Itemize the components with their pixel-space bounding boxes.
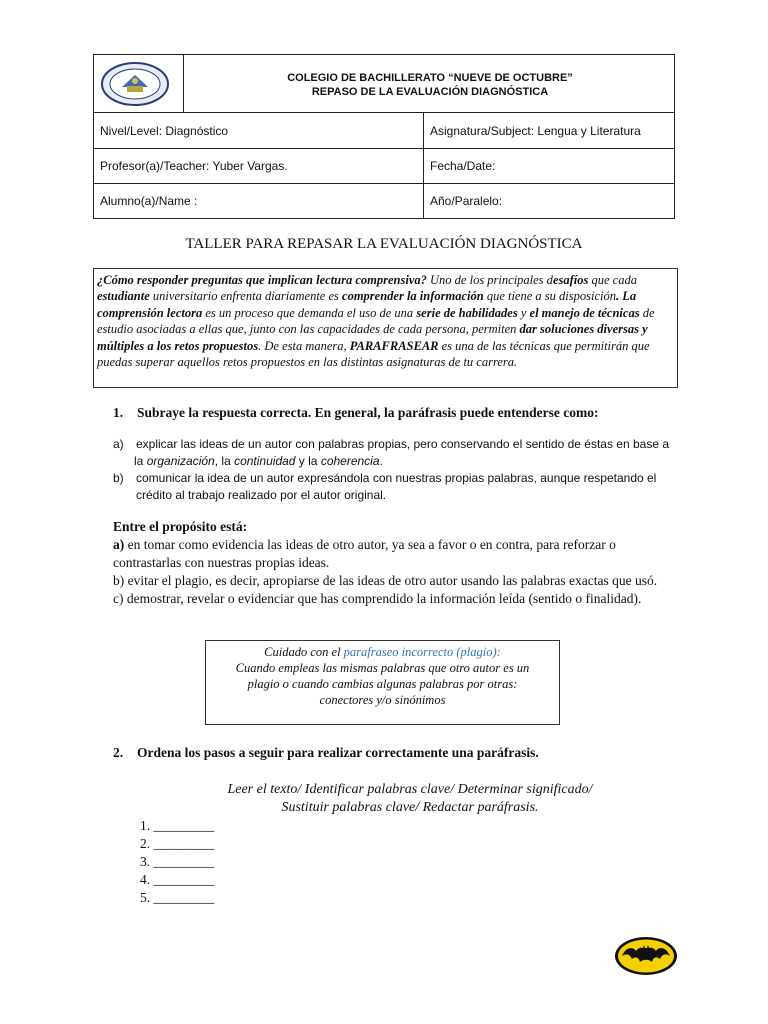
row-divider (94, 148, 674, 149)
steps-hint-line-2: Sustituir palabras clave/ Redactar paráfrasis. (281, 800, 539, 815)
steps-hint (0, 781, 768, 817)
logo-divider (183, 55, 184, 112)
intro-bold: estudiante (97, 289, 150, 304)
warning-line-2: Cuando empleas las mismas palabras que otro autor es un (235, 661, 530, 675)
intro-text: de estudio asociadas a ellas que, junto con las capacidades de cada persona, permiten (97, 305, 655, 337)
step-blank-5[interactable]: 5. _________ (140, 890, 215, 905)
purpose-b: b) evitar el plagio, es decir, apropiarse de las ideas de otro autor usando las palabras exactas que usó. (113, 573, 658, 588)
intro-text: que cada (588, 273, 637, 287)
intro-text: universitario enfrenta diariamente es (149, 289, 343, 304)
option-a-label[interactable]: a) (113, 437, 124, 451)
step-blank-2[interactable]: 2. _________ (140, 836, 215, 851)
intro-text: Uno de los principales d (426, 273, 553, 287)
question-2-text: Ordena los pasos a seguir para realizar correctamente una paráfrasis. (137, 745, 539, 760)
purpose-a (113, 536, 683, 572)
intro-text: y (517, 305, 530, 320)
step-blank-1[interactable]: 1. _________ (140, 818, 215, 833)
intro-bold: . La comprensión lectora (97, 289, 637, 320)
step-blank-4[interactable]: 4. _________ (140, 872, 215, 887)
date-field[interactable]: Fecha/Date: (430, 159, 496, 173)
row-divider (94, 183, 674, 184)
warning-line-1 (206, 644, 559, 660)
plagiarism-warning-box (205, 640, 560, 725)
intro-bold: esafíos (552, 273, 589, 287)
student-name-field[interactable]: Alumno(a)/Name : (100, 194, 198, 208)
page-title: TALLER PARA REPASAR LA EVALUACIÓN DIAGNÓSTICA (185, 236, 583, 252)
intro-text: . De esta manera, (258, 338, 350, 353)
teacher-field: Profesor(a)/Teacher: Yuber Vargas. (100, 159, 288, 173)
purpose-a-text: en tomar como evidencia las ideas de otro autor, ya sea a favor o en contra, para reforzar o contrastarlas con nuestras propias ideas. (113, 537, 616, 570)
option-b-text[interactable]: comunicar la idea de un autor expresándola con nuestras propias palabras, aunque respetando el (136, 471, 657, 485)
intro-text: que tiene a su disposición (483, 289, 616, 304)
intro-bold: PARAFRASEAR (349, 338, 439, 353)
option-a-text[interactable]: explicar las ideas de un autor con palabras propias, pero conservando el sentido de éstas en base a (136, 437, 670, 451)
intro-bold: dar soluciones diversas y múltiples a los retos propuestos (97, 322, 648, 353)
question-1-text: Subraye la respuesta correcta. En general, la paráfrasis puede entenderse como: (137, 405, 599, 420)
warning-line-4: conectores y/o sinónimos (319, 693, 446, 707)
intro-text: es un proceso que demanda el uso de una (202, 305, 417, 320)
option-a-part: y la (295, 454, 321, 468)
intro-text: es una de las técnicas que permitirán que puedas superar aquellos retos propuestos en las distintas asignaturas de tu carrera. (97, 338, 650, 370)
warning-prefix: Cuidado con el (264, 645, 344, 659)
step-blank-3[interactable]: 3. _________ (140, 854, 215, 869)
intro-bold: comprender la información (342, 289, 484, 304)
subject-field: Asignatura/Subject: Lengua y Literatura (430, 124, 641, 138)
question-1-number: 1. (113, 405, 124, 420)
warning-line-3: plagio o cuando cambias algunas palabras por otras: (247, 677, 518, 691)
purpose-section (113, 518, 683, 608)
year-field[interactable]: Año/Paralelo: (430, 194, 503, 208)
option-a-italic: coherencia (320, 454, 380, 468)
question-2-number: 2. (113, 745, 124, 760)
intro-bold: el manejo de técnicas (529, 305, 640, 320)
purpose-c: c) demostrar, revelar o evidenciar que has comprendido la información leída (sentido o finalidad). (113, 591, 642, 606)
purpose-a-label: a) (113, 537, 125, 552)
school-seal-logo (100, 61, 170, 107)
option-b-continuation[interactable]: crédito al trabajo realizado por el autor original. (136, 488, 387, 502)
warning-link-text: parafraseo incorrecto (plagio): (343, 645, 501, 659)
option-a-part: la (134, 454, 147, 468)
bat-teacher-logo (614, 936, 678, 976)
option-a-italic: organización (146, 454, 215, 468)
option-b-label[interactable]: b) (113, 471, 124, 485)
steps-hint-line-1: Leer el texto/ Identificar palabras clave/ Determinar significado/ (227, 782, 593, 797)
intro-question: ¿Cómo responder preguntas que implican lectura comprensiva? (97, 273, 427, 287)
school-line-1: COLEGIO DE BACHILLERATO “NUEVE DE OCTUBRE” (287, 72, 573, 84)
row-divider (94, 112, 674, 113)
intro-box (93, 268, 678, 388)
option-a-italic: continuidad (234, 454, 296, 468)
purpose-heading: Entre el propósito está: (113, 519, 248, 534)
level-field: Nivel/Level: Diagnóstico (100, 124, 229, 138)
header-table (93, 54, 675, 219)
school-name (186, 71, 674, 99)
col-divider (423, 112, 424, 218)
option-a-part: . (379, 454, 383, 468)
school-line-2: REPASO DE LA EVALUACIÓN DIAGNÓSTICA (311, 86, 549, 98)
option-a-continuation[interactable] (134, 453, 383, 470)
option-a-part: , la (214, 454, 235, 468)
intro-bold: serie de habilidades (416, 305, 518, 320)
